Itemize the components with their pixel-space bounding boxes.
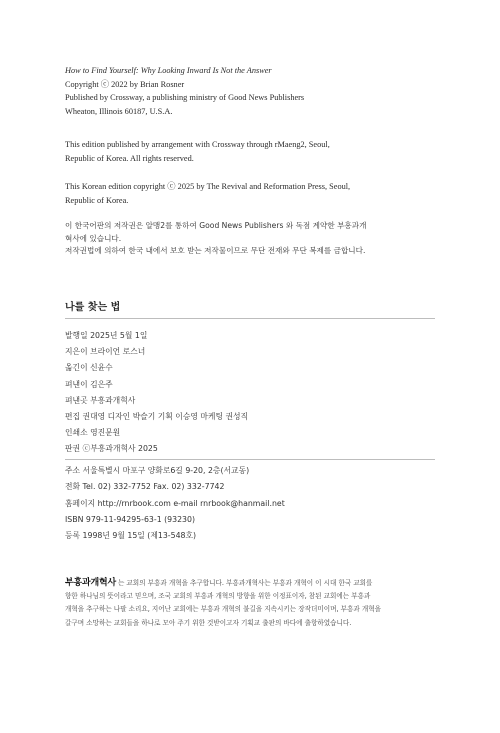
- publisher-contact: [65, 463, 285, 544]
- printer: 인쇄소 영진문원: [65, 428, 121, 438]
- issue-date: 발행일 2025년 5월 1일: [65, 331, 148, 340]
- web-email-line: 홈페이지 http://rnrbook.com e-mail rnrbook@hanmail.net: [65, 498, 285, 508]
- colophon: [65, 328, 248, 458]
- korean-rights-notice: [65, 220, 440, 258]
- phone-fax-line: 전화 Tel. 02) 332-7752 Fax. 02) 332-7742: [65, 482, 225, 492]
- arrangement-line-2: Republic of Korea. All rights reserved.: [65, 153, 194, 163]
- korean-edition-line-2: Republic of Korea.: [65, 195, 129, 205]
- korean-notice-line-1: 이 한국어판의 저작권은 알맹2를 통하여 Good News Publishers 와 독점 계약한 부흥과개: [65, 221, 367, 230]
- publisher-mission: [65, 577, 437, 630]
- registration-line: 등록 1998년 9월 15일 (제13-548호): [65, 531, 197, 541]
- staff-credits: 편집 권대영 디자인 박슬기 기획 이승영 마케팅 권성직: [65, 412, 249, 422]
- original-edition-block: [65, 64, 440, 118]
- title-divider: [65, 318, 435, 319]
- korean-notice-line-3: 저작권법에 의하여 한국 내에서 보호 받는 저작물이므로 무단 전재와 무단 복제를 금합니다.: [65, 246, 366, 255]
- original-publisher-address: Wheaton, Illinois 60187, U.S.A.: [65, 106, 173, 116]
- contact-divider: [65, 459, 435, 460]
- editor-in-chief: 펴낸이 김은주: [65, 379, 113, 389]
- rights-line: 판권 ⓒ부흥과개혁사 2025: [65, 444, 158, 454]
- mission-line-3: 개혁을 추구하는 나팔 소리요, 지어난 교회에는 부흥과 개혁의 불길을 지속시키는 장작더미이며, 부흥과 개혁을: [65, 605, 381, 614]
- korean-edition-copyright: [65, 180, 440, 207]
- mission-line-2: 향한 하나님의 뜻이라고 믿으며, 조국 교회의 부흥과 개혁의 방향을 위한 이정표이자, 참된 교회에는 부흥과: [65, 592, 371, 601]
- book-title: 나를 찾는 법: [65, 302, 121, 313]
- publisher-name: 펴낸곳 부흥과개혁사: [65, 395, 136, 405]
- address-line: 주소 서울특별시 마포구 양화로6길 9-20, 2층(서교동): [65, 466, 250, 475]
- mission-line-1: 는 교회의 부흥과 개혁을 추구합니다. 부흥과개혁사는 부흥과 개혁이 이 시대 한국 교회를: [117, 579, 373, 587]
- korean-edition-line-1: This Korean edition copyright ⓒ 2025 by The Revival and Reformation Press, Seoul,: [65, 182, 351, 191]
- arrangement-notice: [65, 138, 440, 165]
- author: 지은이 브라이언 로스너: [65, 347, 146, 357]
- arrangement-line-1: This edition published by arrangement with Crossway through rMaeng2, Seoul,: [65, 140, 330, 149]
- translator: 옮긴이 신윤수: [65, 363, 113, 373]
- original-publisher: Published by Crossway, a publishing ministry of Good News Publishers: [65, 93, 305, 102]
- original-copyright: Copyright ⓒ 2022 by Brian Rosner: [65, 79, 185, 89]
- korean-notice-line-2: 혁사에 있습니다.: [65, 233, 122, 243]
- publisher-logo: 부흥과개혁사: [65, 578, 116, 588]
- original-title: How to Find Yourself: Why Looking Inward Is Not the Answer: [65, 66, 272, 75]
- mission-line-4: 갈구며 소망하는 교회들을 하나로 모아 주기 위한 것받이고자 기획교 출판의 바다에 출항하였습니다.: [65, 618, 352, 627]
- isbn-line: ISBN 979-11-94295-63-1 (93230): [65, 514, 196, 524]
